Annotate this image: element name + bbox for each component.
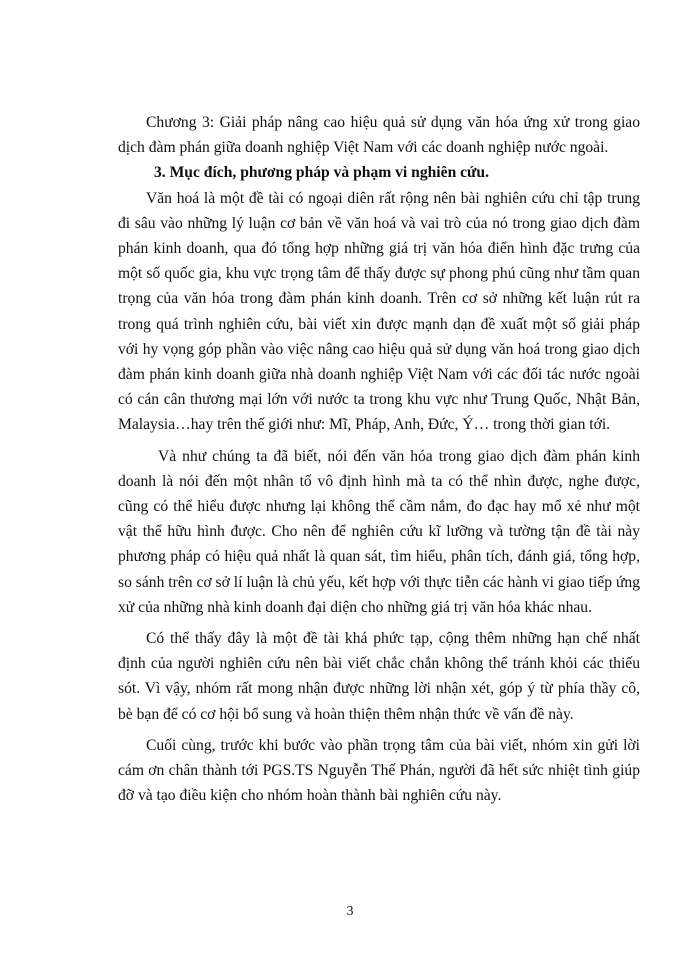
chapter-3-paragraph: Chương 3: Giải pháp nâng cao hiệu quả sử dụng văn hóa ứng xử trong giao dịch đàm phán giữa doanh nghiệp Việt Nam với các doanh nghiệp nước ngoài. [118, 114, 640, 157]
limitations-paragraph: Có thể thấy đây là một đề tài khá phức tạp, cộng thêm những hạn chế nhất định của người nghiên cứu nên bài viết chắc chắn không thể tránh khỏi các thiếu sót. Vì vậy, nhóm rất mong nhận được những lời nhận xét, góp ý từ phía thầy cô, bè bạn để có cơ hội bổ sung và hoàn thiện thêm nhận thức về vấn đề này. [118, 630, 640, 723]
acknowledgement-paragraph: Cuối cùng, trước khi bước vào phần trọng tâm của bài viết, nhóm xin gửi lời cám ơn chân thành tới PGS.TS Nguyễn Thế Phán, người đã hết sức nhiệt tình giúp đỡ và tạo điều kiện cho nhóm hoàn thành bài nghiên cứu này. [118, 736, 640, 805]
method-paragraph: Và như chúng ta đã biết, nói đến văn hóa trong giao dịch đàm phán kinh doanh là nói đến một nhân tố vô định hình mà ta có thể nhìn được, nghe được, cũng có thể hiểu được nhưng lại không thể cầm nắm, đo đạc hay mổ xẻ như một vật thể hữu hình được. Cho nên để nghiên cứu kĩ lưỡng và tường tận đề tài này phương pháp có hiệu quả nhất là quan sát, tìm hiểu, phân tích, đánh giá, tổng hợp, so sánh trên cơ sở lí luận là chủ yếu, kết hợp với thực tiễn các hành vi giao tiếp ứng xử của những nhà kinh doanh đại diện cho những giá trị văn hóa khác nhau. [118, 447, 640, 616]
section-heading: 3. Mục đích, phương pháp và phạm vi nghiên cứu. [154, 164, 489, 182]
scope-paragraph: Văn hoá là một đề tài có ngoại diên rất rộng nên bài nghiên cứu chỉ tập trung đi sâu vào những lý luận cơ bản về văn hoá và vai trò của nó trong giao dịch đàm phán kinh doanh, qua đó tổng hợp những giá trị văn hóa điển hình đặc trưng của một số quốc gia, khu vực trọng tâm để thấy được sự phong phú cũng như tầm quan trọng của văn hóa trong đàm phán kinh doanh. Trên cơ sở những kết luận rút ra trong quá trình nghiên cứu, bài viết xin được mạnh dạn đề xuất một số giải pháp với hy vọng góp phần vào việc nâng cao hiệu quả sử dụng văn hoá trong giao dịch đàm phán kinh doanh giữa nhà doanh nghiệp Việt Nam với các đối tác nước ngoài có cán cân thương mại lớn với nước ta trong khu vực như Trung Quốc, Nhật Bản, Malaysia…hay trên thế giới như: Mĩ, Pháp, Anh, Đức, Ý… trong thời gian tới. [118, 189, 640, 434]
page-body [118, 110, 640, 814]
page-number: 3 [346, 904, 354, 919]
